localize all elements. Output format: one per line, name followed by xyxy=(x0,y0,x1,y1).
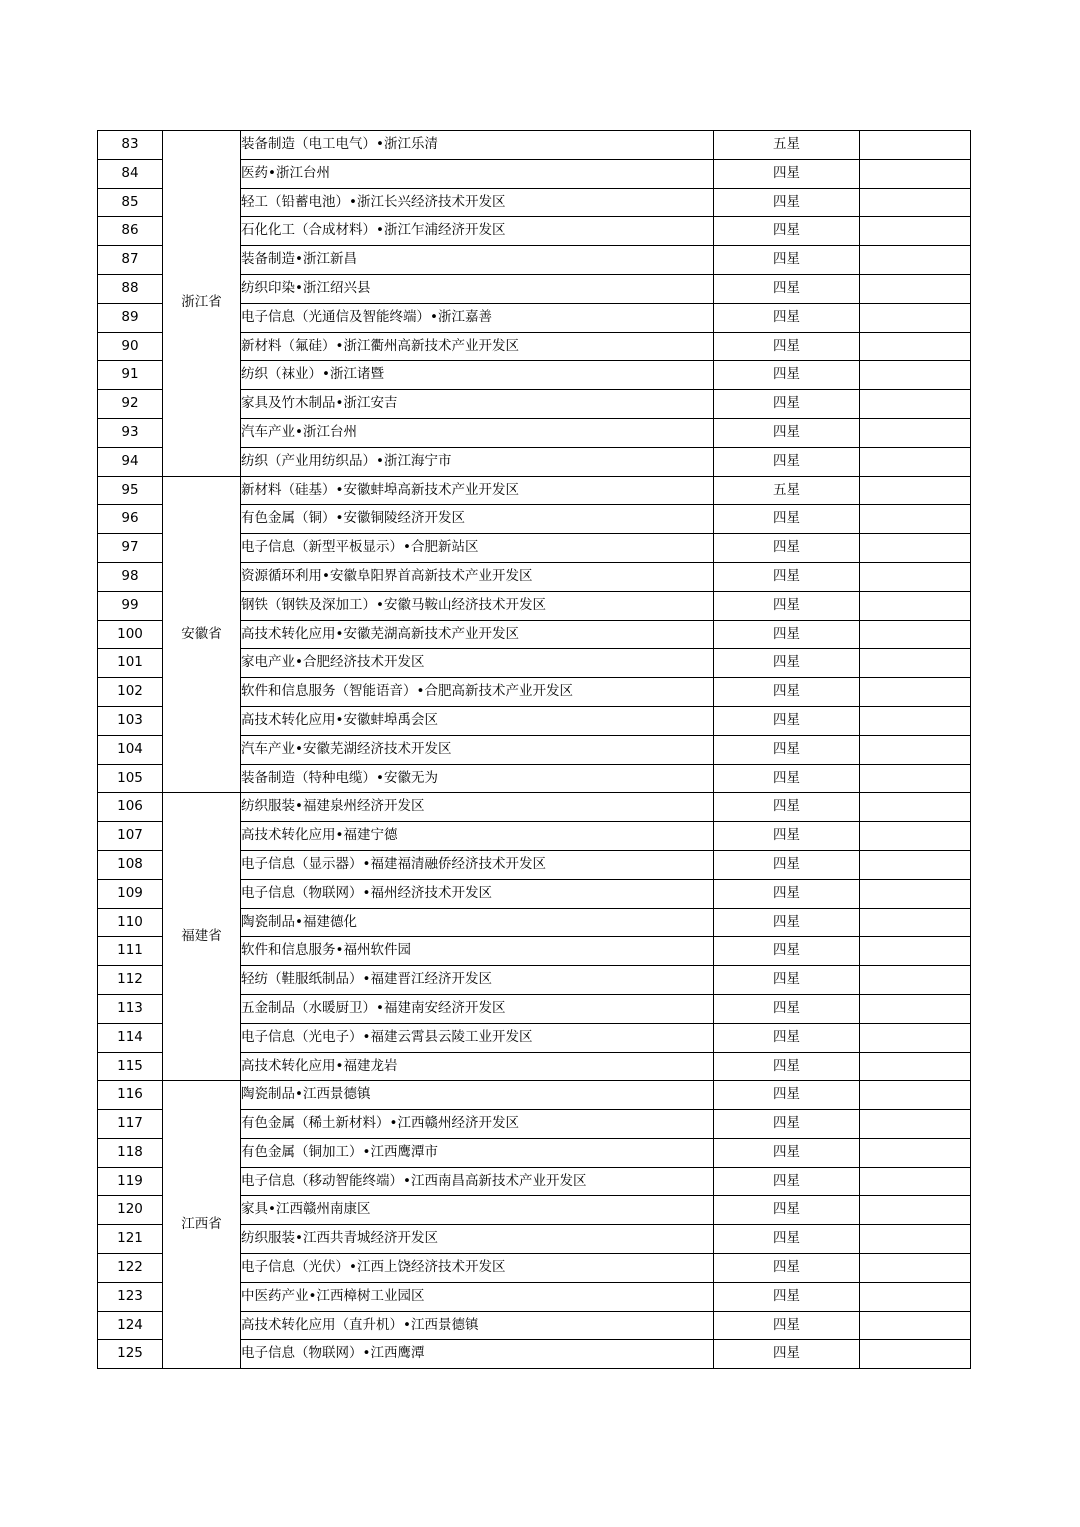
star-rating: 四星 xyxy=(714,332,860,361)
remarks-cell xyxy=(860,1110,971,1139)
row-number: 120 xyxy=(98,1196,163,1225)
base-name: 高技术转化应用•安徽芜湖高新技术产业开发区 xyxy=(241,620,714,649)
star-rating: 四星 xyxy=(714,822,860,851)
row-number: 97 xyxy=(98,534,163,563)
star-rating: 四星 xyxy=(714,706,860,735)
base-name: 纺织服装•福建泉州经济开发区 xyxy=(241,793,714,822)
star-rating: 四星 xyxy=(714,390,860,419)
province-name: 安徽省 xyxy=(163,476,241,793)
remarks-cell xyxy=(860,822,971,851)
row-number: 112 xyxy=(98,966,163,995)
base-name: 电子信息（光电子）•福建云霄县云陵工业开发区 xyxy=(241,1023,714,1052)
remarks-cell xyxy=(860,188,971,217)
star-rating: 四星 xyxy=(714,620,860,649)
remarks-cell xyxy=(860,418,971,447)
star-rating: 四星 xyxy=(714,1023,860,1052)
base-name: 陶瓷制品•福建德化 xyxy=(241,908,714,937)
remarks-cell xyxy=(860,332,971,361)
remarks-cell xyxy=(860,476,971,505)
remarks-cell xyxy=(860,649,971,678)
base-name: 新材料（硅基）•安徽蚌埠高新技术产业开发区 xyxy=(241,476,714,505)
base-name: 轻工（铅蓄电池）•浙江长兴经济技术开发区 xyxy=(241,188,714,217)
remarks-cell xyxy=(860,706,971,735)
row-number: 106 xyxy=(98,793,163,822)
star-rating: 四星 xyxy=(714,1254,860,1283)
star-rating: 四星 xyxy=(714,159,860,188)
remarks-cell xyxy=(860,620,971,649)
remarks-cell xyxy=(860,764,971,793)
base-name: 高技术转化应用•福建宁德 xyxy=(241,822,714,851)
row-number: 90 xyxy=(98,332,163,361)
row-number: 88 xyxy=(98,274,163,303)
star-rating: 四星 xyxy=(714,1138,860,1167)
base-name: 装备制造•浙江新昌 xyxy=(241,246,714,275)
base-name: 纺织印染•浙江绍兴县 xyxy=(241,274,714,303)
star-rating: 四星 xyxy=(714,505,860,534)
remarks-cell xyxy=(860,908,971,937)
row-number: 107 xyxy=(98,822,163,851)
remarks-cell xyxy=(860,1254,971,1283)
province-name: 浙江省 xyxy=(163,131,241,477)
remarks-cell xyxy=(860,131,971,160)
base-name: 钢铁（钢铁及深加工）•安徽马鞍山经济技术开发区 xyxy=(241,591,714,620)
base-name: 家电产业•合肥经济技术开发区 xyxy=(241,649,714,678)
remarks-cell xyxy=(860,1225,971,1254)
province-name: 福建省 xyxy=(163,793,241,1081)
row-number: 83 xyxy=(98,131,163,160)
base-name: 电子信息（物联网）•福州经济技术开发区 xyxy=(241,879,714,908)
row-number: 108 xyxy=(98,850,163,879)
remarks-cell xyxy=(860,534,971,563)
base-name: 软件和信息服务（智能语音）•合肥高新技术产业开发区 xyxy=(241,678,714,707)
remarks-cell xyxy=(860,1081,971,1110)
remarks-cell xyxy=(860,562,971,591)
province-name: 江西省 xyxy=(163,1081,241,1369)
star-rating: 四星 xyxy=(714,188,860,217)
star-rating: 四星 xyxy=(714,1196,860,1225)
star-rating: 四星 xyxy=(714,1167,860,1196)
base-name: 新材料（氟硅）•浙江衢州高新技术产业开发区 xyxy=(241,332,714,361)
table-row xyxy=(98,131,971,160)
row-number: 99 xyxy=(98,591,163,620)
star-rating: 四星 xyxy=(714,649,860,678)
base-name: 纺织（产业用纺织品）•浙江海宁市 xyxy=(241,447,714,476)
row-number: 115 xyxy=(98,1052,163,1081)
remarks-cell xyxy=(860,937,971,966)
remarks-cell xyxy=(860,303,971,332)
remarks-cell xyxy=(860,879,971,908)
remarks-cell xyxy=(860,1340,971,1369)
remarks-cell xyxy=(860,793,971,822)
remarks-cell xyxy=(860,390,971,419)
remarks-cell xyxy=(860,850,971,879)
star-rating: 四星 xyxy=(714,217,860,246)
star-rating: 四星 xyxy=(714,361,860,390)
star-rating: 四星 xyxy=(714,562,860,591)
row-number: 122 xyxy=(98,1254,163,1283)
base-name: 医药•浙江台州 xyxy=(241,159,714,188)
base-name: 汽车产业•浙江台州 xyxy=(241,418,714,447)
star-rating: 四星 xyxy=(714,246,860,275)
star-rating: 四星 xyxy=(714,1052,860,1081)
star-rating: 四星 xyxy=(714,418,860,447)
row-number: 109 xyxy=(98,879,163,908)
base-name: 纺织（袜业）•浙江诸暨 xyxy=(241,361,714,390)
base-name: 高技术转化应用•安徽蚌埠禹会区 xyxy=(241,706,714,735)
row-number: 123 xyxy=(98,1282,163,1311)
remarks-cell xyxy=(860,1052,971,1081)
star-rating: 四星 xyxy=(714,1110,860,1139)
table-body xyxy=(98,131,971,1369)
row-number: 98 xyxy=(98,562,163,591)
remarks-cell xyxy=(860,1138,971,1167)
row-number: 86 xyxy=(98,217,163,246)
star-rating: 五星 xyxy=(714,131,860,160)
base-name: 电子信息（光伏）•江西上饶经济技术开发区 xyxy=(241,1254,714,1283)
base-name: 资源循环利用•安徽阜阳界首高新技术产业开发区 xyxy=(241,562,714,591)
table-row xyxy=(98,476,971,505)
row-number: 102 xyxy=(98,678,163,707)
row-number: 89 xyxy=(98,303,163,332)
remarks-cell xyxy=(860,1311,971,1340)
row-number: 114 xyxy=(98,1023,163,1052)
remarks-cell xyxy=(860,1196,971,1225)
base-name: 电子信息（光通信及智能终端）•浙江嘉善 xyxy=(241,303,714,332)
base-name: 电子信息（物联网）•江西鹰潭 xyxy=(241,1340,714,1369)
star-rating: 四星 xyxy=(714,908,860,937)
remarks-cell xyxy=(860,994,971,1023)
row-number: 93 xyxy=(98,418,163,447)
star-rating: 四星 xyxy=(714,534,860,563)
star-rating: 四星 xyxy=(714,1311,860,1340)
row-number: 121 xyxy=(98,1225,163,1254)
base-name: 软件和信息服务•福州软件园 xyxy=(241,937,714,966)
star-rating: 四星 xyxy=(714,994,860,1023)
star-rating: 四星 xyxy=(714,1340,860,1369)
base-name: 有色金属（稀土新材料）•江西赣州经济开发区 xyxy=(241,1110,714,1139)
base-name: 装备制造（特种电缆）•安徽无为 xyxy=(241,764,714,793)
base-name: 有色金属（铜加工）•江西鹰潭市 xyxy=(241,1138,714,1167)
star-rating: 四星 xyxy=(714,937,860,966)
star-rating: 四星 xyxy=(714,1282,860,1311)
row-number: 91 xyxy=(98,361,163,390)
remarks-cell xyxy=(860,159,971,188)
remarks-cell xyxy=(860,361,971,390)
row-number: 101 xyxy=(98,649,163,678)
base-name: 轻纺（鞋服纸制品）•福建晋江经济开发区 xyxy=(241,966,714,995)
row-number: 124 xyxy=(98,1311,163,1340)
base-name: 中医药产业•江西樟树工业园区 xyxy=(241,1282,714,1311)
base-name: 汽车产业•安徽芜湖经济技术开发区 xyxy=(241,735,714,764)
row-number: 84 xyxy=(98,159,163,188)
star-rating: 四星 xyxy=(714,879,860,908)
row-number: 94 xyxy=(98,447,163,476)
remarks-cell xyxy=(860,591,971,620)
star-rating: 四星 xyxy=(714,678,860,707)
table-row xyxy=(98,793,971,822)
base-name: 有色金属（铜）•安徽铜陵经济开发区 xyxy=(241,505,714,534)
base-name: 家具•江西赣州南康区 xyxy=(241,1196,714,1225)
demonstration-base-table xyxy=(97,130,971,1369)
star-rating: 四星 xyxy=(714,447,860,476)
row-number: 104 xyxy=(98,735,163,764)
remarks-cell xyxy=(860,1282,971,1311)
star-rating: 四星 xyxy=(714,1081,860,1110)
star-rating: 四星 xyxy=(714,303,860,332)
row-number: 92 xyxy=(98,390,163,419)
base-name: 电子信息（新型平板显示）•合肥新站区 xyxy=(241,534,714,563)
row-number: 110 xyxy=(98,908,163,937)
star-rating: 四星 xyxy=(714,850,860,879)
row-number: 95 xyxy=(98,476,163,505)
row-number: 111 xyxy=(98,937,163,966)
row-number: 96 xyxy=(98,505,163,534)
base-name: 纺织服装•江西共青城经济开发区 xyxy=(241,1225,714,1254)
star-rating: 四星 xyxy=(714,735,860,764)
row-number: 125 xyxy=(98,1340,163,1369)
row-number: 119 xyxy=(98,1167,163,1196)
remarks-cell xyxy=(860,735,971,764)
remarks-cell xyxy=(860,966,971,995)
remarks-cell xyxy=(860,1023,971,1052)
base-name: 装备制造（电工电气）•浙江乐清 xyxy=(241,131,714,160)
base-name: 五金制品（水暖厨卫）•福建南安经济开发区 xyxy=(241,994,714,1023)
remarks-cell xyxy=(860,246,971,275)
star-rating: 四星 xyxy=(714,591,860,620)
row-number: 117 xyxy=(98,1110,163,1139)
star-rating: 四星 xyxy=(714,1225,860,1254)
base-name: 家具及竹木制品•浙江安吉 xyxy=(241,390,714,419)
base-name: 电子信息（移动智能终端）•江西南昌高新技术产业开发区 xyxy=(241,1167,714,1196)
remarks-cell xyxy=(860,217,971,246)
star-rating: 四星 xyxy=(714,793,860,822)
row-number: 118 xyxy=(98,1138,163,1167)
base-name: 石化化工（合成材料）•浙江乍浦经济开发区 xyxy=(241,217,714,246)
remarks-cell xyxy=(860,1167,971,1196)
remarks-cell xyxy=(860,505,971,534)
table-row xyxy=(98,1081,971,1110)
row-number: 105 xyxy=(98,764,163,793)
base-name: 陶瓷制品•江西景德镇 xyxy=(241,1081,714,1110)
row-number: 85 xyxy=(98,188,163,217)
remarks-cell xyxy=(860,447,971,476)
row-number: 87 xyxy=(98,246,163,275)
star-rating: 四星 xyxy=(714,966,860,995)
remarks-cell xyxy=(860,274,971,303)
row-number: 113 xyxy=(98,994,163,1023)
row-number: 100 xyxy=(98,620,163,649)
star-rating: 五星 xyxy=(714,476,860,505)
row-number: 116 xyxy=(98,1081,163,1110)
star-rating: 四星 xyxy=(714,764,860,793)
base-name: 电子信息（显示器）•福建福清融侨经济技术开发区 xyxy=(241,850,714,879)
star-rating: 四星 xyxy=(714,274,860,303)
base-name: 高技术转化应用•福建龙岩 xyxy=(241,1052,714,1081)
base-name: 高技术转化应用（直升机）•江西景德镇 xyxy=(241,1311,714,1340)
remarks-cell xyxy=(860,678,971,707)
row-number: 103 xyxy=(98,706,163,735)
